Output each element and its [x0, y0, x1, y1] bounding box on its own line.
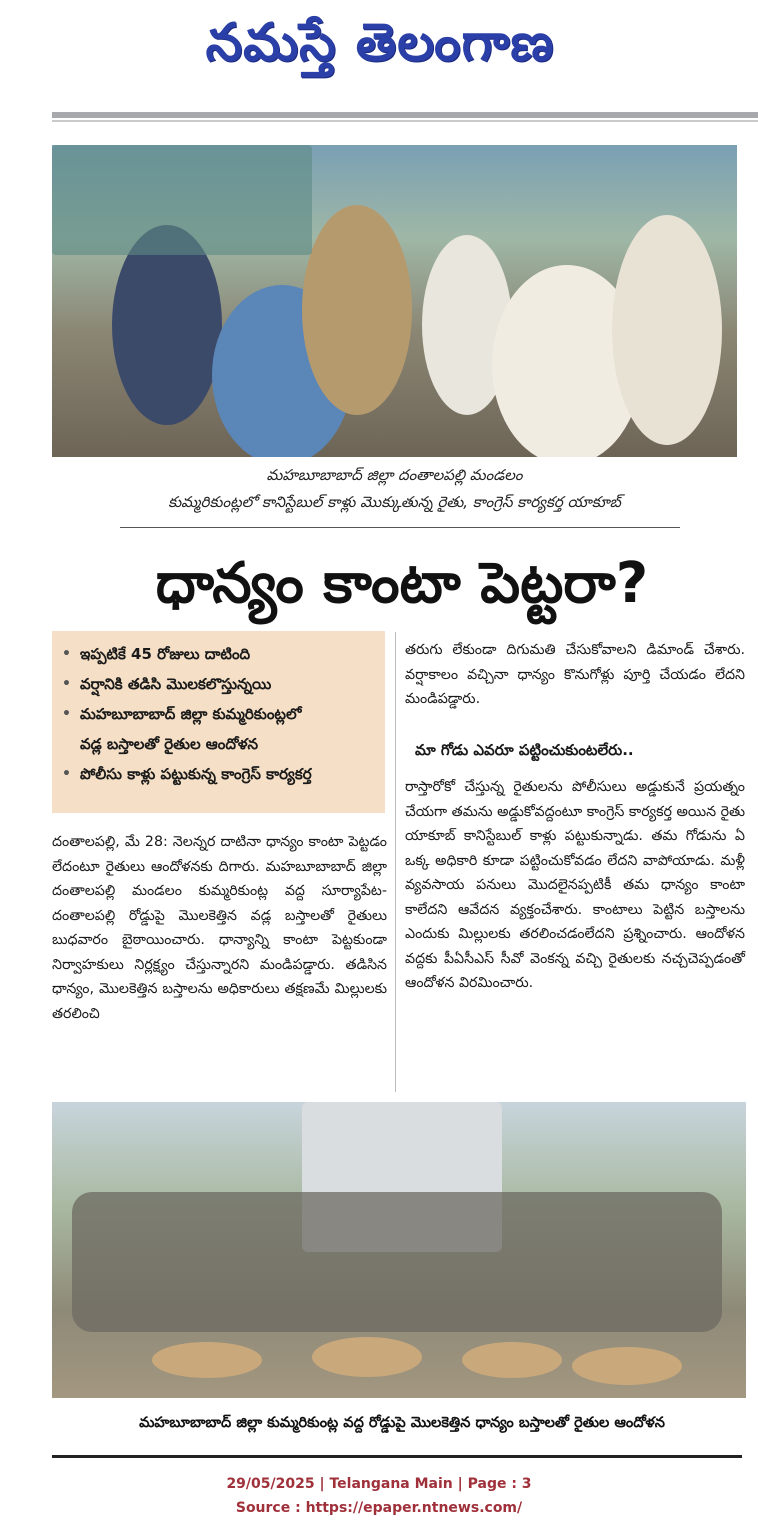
- highlights-box: [52, 631, 385, 813]
- article-column-3: [405, 775, 745, 996]
- highlight-item: వడ్ల బస్తాలతో రైతుల ఆందోళన: [80, 735, 259, 753]
- caption-rule: [120, 527, 680, 528]
- highlight-item: • పోలీసు కాళ్లు పట్టుకున్న కాంగ్రెస్ కార్యకర్త: [62, 759, 377, 789]
- photo1-caption-line2: కుమ్మరికుంట్లలో కానిస్టేబుల్ కాళ్లు మొక్కుతున్న రైతు, కాంగ్రెస్ కార్యకర్త యాకూబ్: [168, 493, 621, 511]
- article-headline: ధాన్యం కాంటా పెట్టరా?: [155, 551, 649, 616]
- bullet-icon: •: [62, 706, 71, 722]
- footer-date-edition: 29/05/2025 | Telangana Main | Page : 3: [226, 1476, 532, 1492]
- highlight-item: • మహబూబాబాద్ జిల్లా కుమ్మరికుంట్లలో: [62, 699, 377, 729]
- bullet-icon: •: [62, 766, 71, 782]
- bullet-icon: •: [62, 646, 71, 662]
- news-photo-crowd: [52, 145, 737, 457]
- footer-rule: [52, 1455, 742, 1458]
- bullet-icon: •: [62, 676, 71, 692]
- highlight-item: • ఇప్పటికే 45 రోజులు దాటింది: [62, 639, 377, 669]
- article-paragraph: దంతాలపల్లి, మే 28: నెలన్నర దాటినా ధాన్యం కాంటా పెట్టడం లేదంటూ రైతులు ఆందోళనకు దిగారు. మహబూబాబాద్ జిల్లా దంతాలపల్లి మండలం కుమ్మరికుంట్ల వద్ద సూర్యాపేట-దంతాలపల్లి రోడ్డుపై మొలకెత్తిన వడ్ల బస్తాలతో రైతులు బుధవారం బైఠాయించారు. ధాన్యాన్ని కాంటా పెట్టకుండా నిర్వాహకులు నిర్లక్ష్యం చేస్తున్నారని మండిపడ్డారు. తడిసిన ధాన్యం, మొలకెత్తిన బస్తాలను అధికారులు తక్షణమే మిల్లులకు తరలించి: [52, 834, 387, 1022]
- article-paragraph: రాస్తారోకో చేస్తున్న రైతులను పోలీసులు అడ్డుకునే ప్రయత్నం చేయగా తమను అడ్డుకోవద్దంటూ కాంగ్రెస్ కార్యకర్త అయిన రైతు యాకూబ్ కానిస్టేబుల్ కాళ్లు పట్టుకున్నాడు. తమ గోడును ఏ ఒక్క అధికారి కూడా పట్టించుకోవడం లేదని వాపోయాడు. మళ్లీ వ్యవసాయ పనులు మొదలైనప్పటికీ తమ ధాన్యం కాంటా కాలేదని ఆవేదన వ్యక్తంచేశారు. కాంటాలు పెట్టిన బస్తాలను ఎందుకు మిల్లులకు తరలించడంలేదని ప్రశ్నించారు. ఆందోళన వద్దకు పీఏసీఎస్ సీవో వెంకన్న వచ్చి రైతులకు నచ్చచెప్పడంతో ఆందోళన విరమించారు.: [405, 779, 745, 991]
- column-divider: [395, 632, 396, 1092]
- masthead-rule: [52, 112, 758, 118]
- masthead: [0, 0, 758, 110]
- photo1-caption: [52, 462, 737, 516]
- article-column-2: [405, 638, 745, 712]
- highlight-item: • వర్షానికి తడిసి మొలకలొస్తున్నయి: [62, 669, 377, 699]
- article-column-1: [52, 830, 387, 1026]
- newspaper-logo: నమస్తే తెలంగాణ: [205, 13, 555, 73]
- article-subhead: మా గోడు ఎవరూ పట్టించుకుంటలేరు..: [415, 741, 634, 759]
- photo2-caption: మహబూబాబాద్ జిల్లా కుమ్మరికుంట్ల వద్ద రోడ్డుపై మొలకెత్తిన ధాన్యం బస్తాలతో రైతుల ఆందోళన: [139, 1415, 665, 1431]
- news-photo-protest: [52, 1102, 746, 1398]
- footer-source: Source : https://epaper.ntnews.com/: [235, 1500, 523, 1516]
- masthead-rule-thin: [52, 120, 758, 122]
- article-paragraph: తరుగు లేకుండా దిగుమతి చేసుకోవాలని డిమాండ్ చేశారు. వర్షాకాలం వచ్చినా ధాన్యం కొనుగోళ్లు పూర్తి చేయడం లేదని మండిపడ్డారు.: [405, 642, 745, 707]
- photo1-caption-line1: మహబూబాబాద్ జిల్లా దంతాలపల్లి మండలం: [266, 466, 523, 484]
